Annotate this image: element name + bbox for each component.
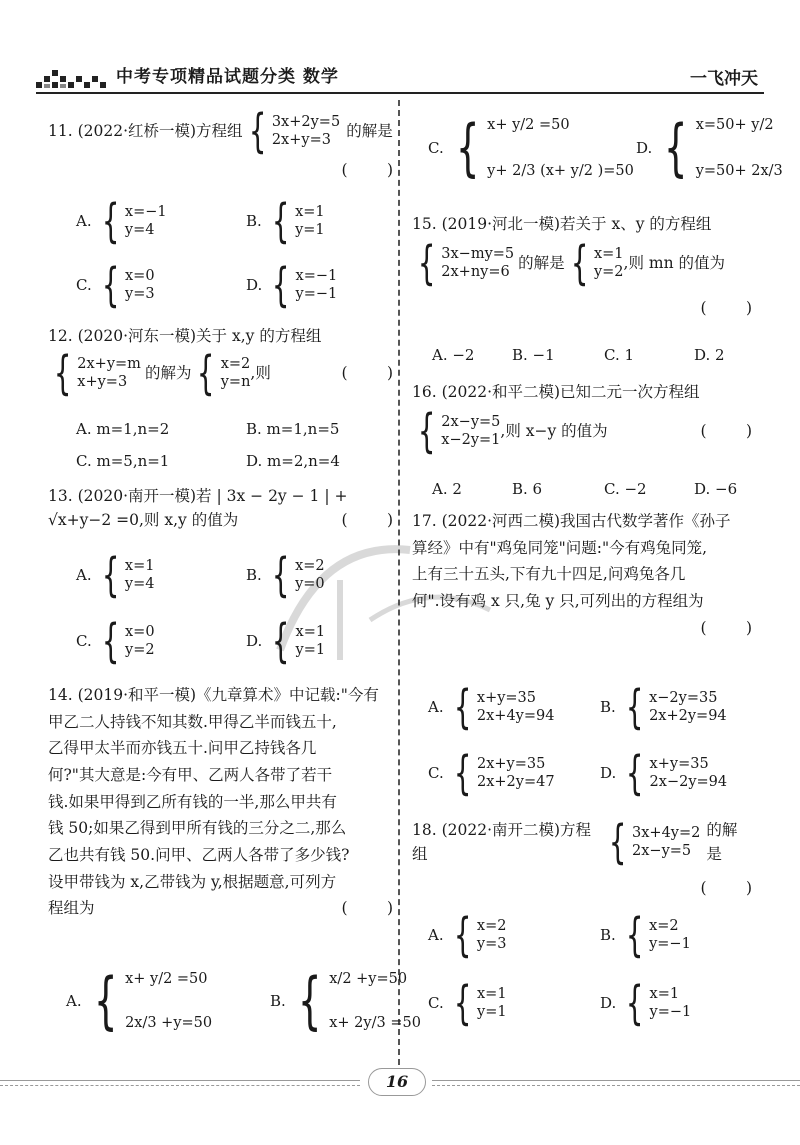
option-eq1: x/2 +y=50 xyxy=(329,971,408,987)
q12-mid: 的解为 xyxy=(144,364,192,382)
q11-option-c[interactable] xyxy=(76,258,155,312)
q17-line: 算经》中有"鸡兔同笼"问题:"今有鸡兔同笼, xyxy=(412,538,708,557)
option-eq2: y=3 xyxy=(125,286,155,302)
brace-icon: { xyxy=(101,258,120,312)
q13-option-d[interactable] xyxy=(246,614,326,668)
option-label: D. xyxy=(246,276,263,294)
question-17 xyxy=(412,508,752,641)
q15-option-c[interactable]: C. 1 xyxy=(604,346,635,364)
q16-option-b[interactable]: B. 6 xyxy=(512,480,543,498)
q14-option-a[interactable] xyxy=(66,964,213,1037)
brace-icon: { xyxy=(455,111,480,184)
q16-option-a[interactable]: A. 2 xyxy=(432,480,462,498)
option-label: D. xyxy=(600,764,617,782)
q14-line: 乙得甲太半而亦钱五十.问甲乙持钱各几 xyxy=(48,739,317,758)
answer-paren: ( ) xyxy=(341,161,393,179)
brace-icon: { xyxy=(271,548,290,602)
q17-option-c[interactable] xyxy=(428,746,555,800)
brace-icon: { xyxy=(101,548,120,602)
q11-eq1: 3x+2y=5 xyxy=(271,113,341,130)
book-title: 中考专项精品试题分类 数学 xyxy=(116,67,339,87)
q12-stem: 12. (2020·河东一模)关于 x,y 的方程组 xyxy=(48,327,322,345)
option-label: A. xyxy=(66,992,82,1010)
option-eq1: x=1 xyxy=(295,203,325,220)
q14-line: 乙也共有钱 50.问甲、乙两人各带了多少钱? xyxy=(48,845,350,864)
option-eq2: y=4 xyxy=(124,222,155,238)
option-eq2: 2x+2y=94 xyxy=(649,708,727,724)
q16-option-d[interactable]: D. −6 xyxy=(694,480,738,498)
q14-line: 钱 50;如果乙得到甲所有钱的三分之二,那么 xyxy=(48,819,347,838)
brace-icon: { xyxy=(272,614,290,668)
brace-icon: { xyxy=(626,976,644,1030)
option-eq2: y=−1 xyxy=(649,1004,692,1020)
option-label: C. xyxy=(76,276,92,294)
option-label: D. xyxy=(246,632,263,650)
answer-paren: ( ) xyxy=(341,511,393,530)
q18-option-c[interactable] xyxy=(428,976,507,1030)
footer-rule-left xyxy=(0,1080,360,1086)
option-eq1: x=0 xyxy=(125,623,155,640)
q14-line: 甲乙二人持钱不知其数.甲得乙半而钱五十, xyxy=(48,712,337,731)
q14-line: 设甲带钱为 x,乙带钱为 y,根据题意,可列方 xyxy=(48,872,337,891)
q17-line: 上有三十五头,下有九十四足,问鸡兔各几 xyxy=(412,565,686,584)
q17-line: 17. (2022·河西二模)我国古代数学著作《孙子 xyxy=(412,512,731,530)
option-eq2: 2x+2y=47 xyxy=(477,774,555,790)
q12-s1: x=2 xyxy=(220,355,251,372)
q12-tail: ,则 xyxy=(250,364,271,382)
option-eq2: y=3 xyxy=(476,936,507,952)
option-eq2: y=1 xyxy=(295,642,326,658)
q13-line1: 13. (2020·南开一模)若 | 3x − 2y − 1 | + xyxy=(48,487,348,505)
q16-stem: 16. (2022·和平二模)已知二元一次方程组 xyxy=(412,383,700,401)
q17-option-b[interactable] xyxy=(600,680,727,734)
q12-eq2: x+y=3 xyxy=(77,374,128,391)
q15-option-d[interactable]: D. 2 xyxy=(694,346,725,364)
brace-icon: { xyxy=(248,104,266,158)
option-eq1: x+ y/2 =50 xyxy=(487,117,570,133)
option-label: B. xyxy=(246,212,262,230)
brace-icon: { xyxy=(417,236,436,291)
header-rule xyxy=(36,92,764,94)
q11-system xyxy=(243,104,341,158)
q11-tail: 的解是 xyxy=(346,121,393,140)
answer-paren: ( ) xyxy=(700,879,752,898)
brace-icon: { xyxy=(453,680,472,734)
q12-eq1: 2x+y=m xyxy=(77,355,141,372)
question-18 xyxy=(412,815,752,900)
q15-tail: ,则 mn 的值为 xyxy=(623,254,725,272)
brace-icon: { xyxy=(664,111,688,184)
brace-icon: { xyxy=(272,258,290,312)
option-eq2: y=50+ 2x/3 xyxy=(695,162,783,179)
answer-paren: ( ) xyxy=(700,618,752,637)
brace-icon: { xyxy=(570,236,589,291)
option-eq2: y=−1 xyxy=(295,286,338,302)
option-label: B. xyxy=(270,992,286,1010)
option-label: A. xyxy=(76,566,92,584)
option-eq2: x+ 2y/3 =50 xyxy=(329,1014,421,1031)
answer-paren: ( ) xyxy=(341,364,393,382)
footer-rule-right xyxy=(432,1080,800,1086)
option-eq2: y=4 xyxy=(124,576,155,592)
q14-option-c[interactable] xyxy=(428,111,634,184)
option-label: A. xyxy=(428,926,444,944)
question-15 xyxy=(412,212,752,320)
option-eq1: x=1 xyxy=(649,985,680,1002)
option-eq1: x+y=35 xyxy=(649,755,709,772)
q15-stem: 15. (2019·河北一模)若关于 x、y 的方程组 xyxy=(412,215,712,233)
option-label: D. xyxy=(600,994,617,1012)
q15-option-a[interactable]: A. −2 xyxy=(432,346,475,364)
q14-line: 14. (2019·和平一模)《九章算术》中记载:"今有 xyxy=(48,686,379,704)
q16-eq1: 2x−y=5 xyxy=(441,413,501,430)
q15-s2: y=2 xyxy=(593,264,624,281)
q11-option-a[interactable] xyxy=(76,194,167,248)
q12-option-d[interactable]: D. m=2,n=4 xyxy=(246,452,340,470)
q13-option-b[interactable] xyxy=(246,548,325,602)
option-eq2: y=1 xyxy=(295,222,325,238)
option-eq1: x−2y=35 xyxy=(649,689,718,706)
q12-s2: y=n xyxy=(220,374,251,391)
q13-line2: √x+y−2 =0,则 x,y 的值为 xyxy=(48,511,239,530)
q18-eq1: 3x+4y=2 xyxy=(632,824,701,841)
q17-option-a[interactable] xyxy=(428,680,555,734)
q18-option-d[interactable] xyxy=(600,976,692,1030)
q16-eq2: x−2y=1 xyxy=(441,432,501,449)
option-eq1: x=2 xyxy=(649,917,679,934)
page-number: 16 xyxy=(368,1068,426,1096)
q11-eq2: 2x+y=3 xyxy=(271,132,331,148)
brace-icon: { xyxy=(453,908,472,962)
option-eq1: x+ y/2 =50 xyxy=(125,971,208,987)
option-eq2: y=−1 xyxy=(649,936,691,952)
q11-option-b[interactable] xyxy=(246,194,325,248)
option-eq2: 2x+4y=94 xyxy=(476,708,555,724)
q16-system xyxy=(412,404,501,459)
option-eq2: y+ 2/3 (x+ y/2 )=50 xyxy=(487,162,634,179)
brace-icon: { xyxy=(453,976,472,1030)
q18-stem: 18. (2022·南开二模)方程组 xyxy=(412,821,592,864)
q15-system xyxy=(412,236,515,291)
brand-name: 一飞冲天 xyxy=(690,69,758,89)
q15-mid: 的解是 xyxy=(518,254,565,272)
q13-option-c[interactable] xyxy=(76,614,155,668)
option-label: B. xyxy=(600,926,616,944)
brace-icon: { xyxy=(93,964,118,1037)
option-eq1: x=1 xyxy=(124,557,155,574)
q14-line: 程组为 xyxy=(48,899,95,918)
option-label: B. xyxy=(246,566,262,584)
q18-option-b[interactable] xyxy=(600,908,691,962)
brace-icon: { xyxy=(101,614,120,668)
q15-eq2: 2x+ny=6 xyxy=(441,264,510,281)
q17-line: 何".设有鸡 x 只,兔 y 只,可列出的方程组为 xyxy=(412,591,704,610)
option-eq2: 2x−2y=94 xyxy=(649,774,728,790)
brace-icon: { xyxy=(608,815,627,870)
option-eq1: x=50+ y/2 xyxy=(695,117,774,133)
q12-option-c[interactable]: C. m=5,n=1 xyxy=(76,452,170,470)
option-eq2: y=1 xyxy=(477,1004,507,1020)
q14-option-b[interactable] xyxy=(270,964,421,1037)
brace-icon: { xyxy=(197,346,215,401)
option-label: B. xyxy=(600,698,616,716)
q15-solution xyxy=(565,236,624,291)
brace-icon: { xyxy=(297,964,322,1037)
brace-icon: { xyxy=(625,908,644,962)
option-eq1: x=1 xyxy=(295,623,326,640)
option-label: C. xyxy=(428,994,444,1012)
q15-option-b[interactable]: B. −1 xyxy=(512,346,555,364)
option-label: C. xyxy=(428,139,444,157)
q14-option-d[interactable] xyxy=(636,111,783,184)
q16-option-c[interactable]: C. −2 xyxy=(604,480,647,498)
option-eq1: 2x+y=35 xyxy=(477,755,546,772)
q12-option-b[interactable]: B. m=1,n=5 xyxy=(246,420,340,438)
question-12 xyxy=(48,324,393,401)
q18-tail: 的解是 xyxy=(706,821,738,864)
option-eq2: y=0 xyxy=(295,576,325,592)
option-label: C. xyxy=(76,632,92,650)
option-label: D. xyxy=(636,139,653,157)
brace-icon: { xyxy=(453,746,472,800)
q18-eq2: 2x−y=5 xyxy=(632,843,692,860)
brace-icon: { xyxy=(53,346,72,401)
option-label: C. xyxy=(428,764,444,782)
q12-option-a[interactable]: A. m=1,n=2 xyxy=(76,420,170,438)
answer-paren: ( ) xyxy=(341,899,393,918)
brace-icon: { xyxy=(625,680,644,734)
answer-paren: ( ) xyxy=(700,299,752,318)
q12-system xyxy=(48,346,141,401)
q15-eq1: 3x−my=5 xyxy=(441,245,515,262)
option-eq1: x=1 xyxy=(477,985,507,1002)
question-13 xyxy=(48,484,393,532)
page-header xyxy=(36,60,764,96)
q18-option-a[interactable] xyxy=(428,908,507,962)
q15-s1: x=1 xyxy=(593,245,624,262)
option-eq1: x=2 xyxy=(295,557,325,574)
q12-solution xyxy=(191,346,251,401)
page-footer xyxy=(0,1068,800,1098)
q18-system xyxy=(603,815,701,870)
option-label: A. xyxy=(76,212,92,230)
option-label: A. xyxy=(428,698,444,716)
q11-option-d[interactable] xyxy=(246,258,338,312)
option-eq1: x=2 xyxy=(476,917,507,934)
q13-option-a[interactable] xyxy=(76,548,155,602)
option-eq1: x=−1 xyxy=(124,203,167,220)
brace-icon: { xyxy=(626,746,644,800)
option-eq2: 2x/3 +y=50 xyxy=(125,1014,213,1031)
question-11 xyxy=(48,104,393,182)
checker-logo-icon xyxy=(36,64,110,90)
question-14 xyxy=(48,682,393,922)
option-eq1: x+y=35 xyxy=(476,689,537,706)
q17-option-d[interactable] xyxy=(600,746,728,800)
option-eq1: x=0 xyxy=(125,267,155,284)
q14-line: 何?"其大意是:今有甲、乙两人各带了若干 xyxy=(48,765,333,784)
option-eq2: y=2 xyxy=(125,642,155,658)
q16-tail: ,则 x−y 的值为 xyxy=(500,422,608,440)
brace-icon: { xyxy=(101,194,120,248)
option-eq1: x=−1 xyxy=(295,267,338,284)
q11-stem: 11. (2022·红桥一模)方程组 xyxy=(48,121,243,140)
brace-icon: { xyxy=(271,194,290,248)
question-16 xyxy=(412,380,752,459)
brace-icon: { xyxy=(417,404,436,459)
q14-line: 钱.如果甲得到乙所有钱的一半,那么甲共有 xyxy=(48,792,337,811)
answer-paren: ( ) xyxy=(700,422,752,440)
